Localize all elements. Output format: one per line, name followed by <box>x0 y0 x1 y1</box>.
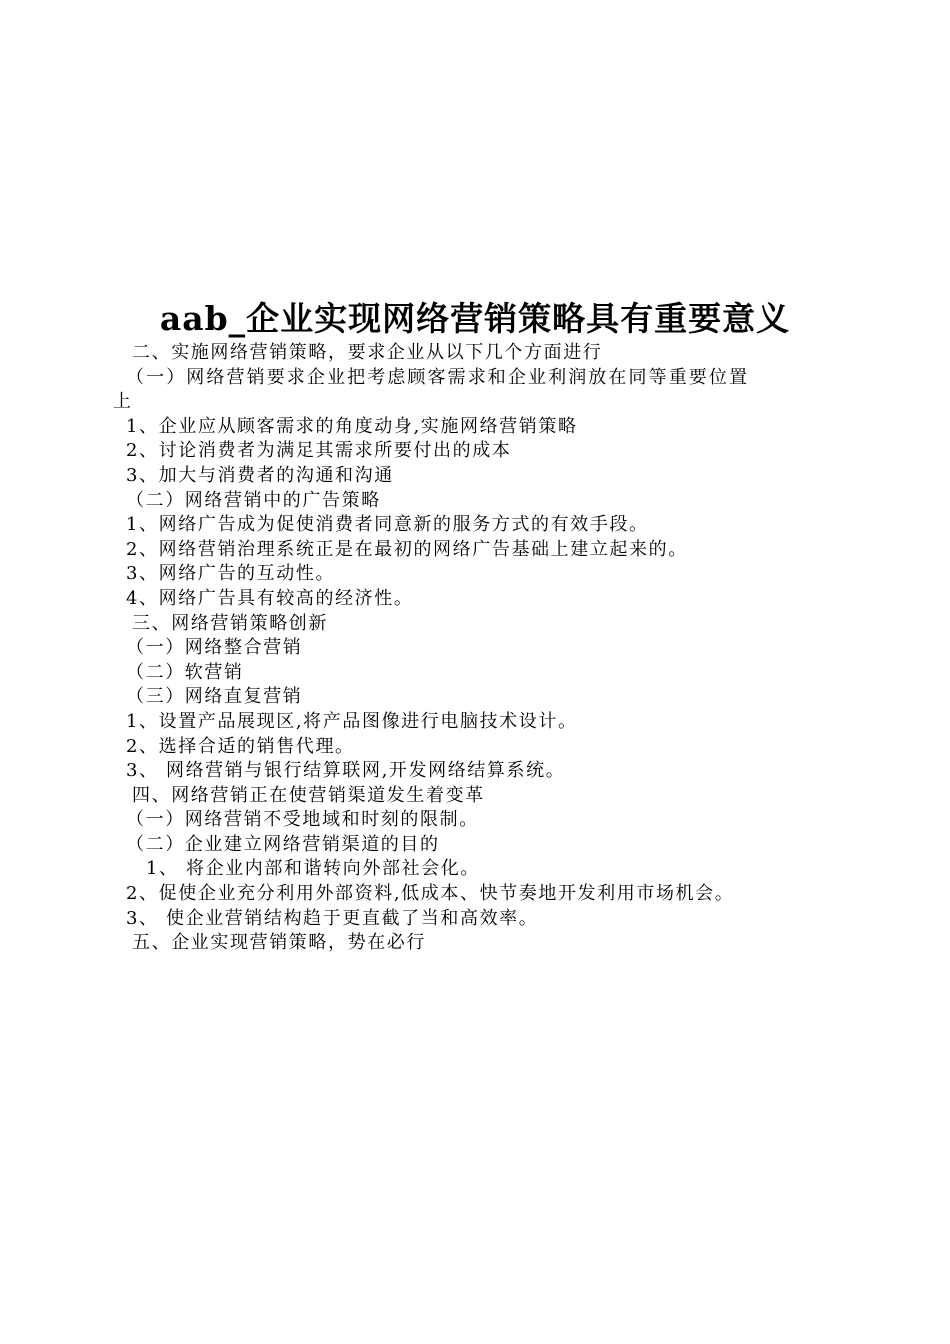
subsection-heading: （二）企业建立网络营销渠道的目的 <box>126 833 440 855</box>
list-item: 3、 使企业营销结构趋于更直截了当和高效率。 <box>126 907 539 929</box>
section-heading-5: 五、企业实现营销策略，势在必行 <box>132 932 426 954</box>
list-item: 1、企业应从顾客需求的角度动身,实施网络营销策略 <box>126 415 578 437</box>
list-item: 3、加大与消费者的沟通和沟通 <box>126 464 394 486</box>
subsection-heading: （一）网络营销不受地域和时刻的限制。 <box>126 809 479 831</box>
section-heading-2: 二、实施网络营销策略，要求企业从以下几个方面进行 <box>132 342 603 363</box>
list-item: 3、 网络营销与银行结算联网,开发网络结算系统。 <box>126 760 566 782</box>
list-item: 3、网络广告的互动性。 <box>126 563 336 585</box>
section-heading-4: 四、网络营销正在使营销渠道发生着变革 <box>132 784 485 806</box>
document-body <box>113 341 833 956</box>
subsection-heading: （三）网络直复营销 <box>126 686 303 708</box>
list-item: 1、设置产品展现区,将产品图像进行电脑技术设计。 <box>126 710 578 732</box>
list-item: 4、网络广告具有较高的经济性。 <box>126 587 414 609</box>
subsection-heading: （一）网络整合营销 <box>126 637 303 659</box>
paragraph-line-continuation: 上 <box>113 391 133 413</box>
list-item: 1、 将企业内部和谐转向外部社会化。 <box>146 858 480 880</box>
document-title: aab_企业实现网络营销策略具有重要意义 <box>159 299 791 338</box>
subsection-heading: （二）网络营销中的广告策略 <box>126 489 381 511</box>
list-item: 1、网络广告成为促使消费者同意新的服务方式的有效手段。 <box>126 514 649 536</box>
list-item: 2、网络营销治理系统正是在最初的网络广告基础上建立起来的。 <box>126 538 688 560</box>
section-heading-3: 三、网络营销策略创新 <box>132 612 328 634</box>
list-item: 2、促使企业充分利用外部资料,低成本、快节奏地开发利用市场机会。 <box>126 883 735 905</box>
list-item: 2、选择合适的销售代理。 <box>126 735 355 757</box>
subsection-heading: （二）软营销 <box>126 661 244 683</box>
subsection-heading: （一）网络营销要求企业把考虑顾客需求和企业利润放在同等重要位置 <box>126 366 750 388</box>
list-item: 2、讨论消费者为满足其需求所要付出的成本 <box>126 440 512 462</box>
